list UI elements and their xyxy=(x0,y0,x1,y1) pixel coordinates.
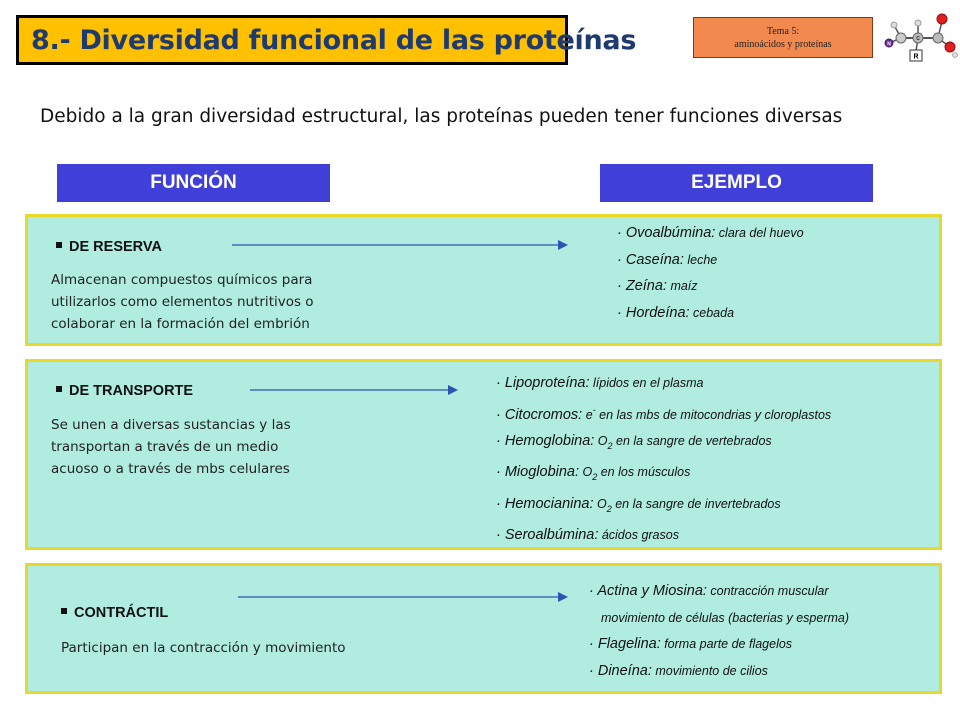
example-actina-miosina-cont: movimiento de células (bacterias y esperma) xyxy=(601,610,850,625)
example-hemoglobina: · Hemoglobina: $O_2$ en la sangre de vertebrados xyxy=(496,432,772,451)
transport-label-text: DE TRANSPORTE xyxy=(69,383,194,399)
reserve-example-list xyxy=(617,220,804,326)
transport-description-line: acuoso o a través de mbs celulares xyxy=(51,461,290,477)
contractile-label-text: CONTRÁCTIL xyxy=(74,605,169,621)
topic-badge xyxy=(693,17,873,58)
reserve-label xyxy=(56,239,162,255)
example-column-header: EJEMPLO xyxy=(600,164,873,202)
contractile-label xyxy=(61,605,168,621)
function-column-header: FUNCIÓN xyxy=(57,164,330,202)
example-zeina: · Zeína: maíz xyxy=(617,278,698,294)
slide-title-box xyxy=(16,15,637,65)
example-mioglobina: · Mioglobina: $O_2$ en los músculos xyxy=(496,464,691,483)
topic-badge-line1: Tema 5: xyxy=(766,25,800,37)
transport-arrow xyxy=(250,384,458,396)
reserve-description-line: Almacenan compuestos químicos para xyxy=(51,272,313,288)
contractile-example-list xyxy=(589,578,849,684)
reserve-description xyxy=(51,269,314,335)
molecule-r-label: R xyxy=(913,53,919,61)
example-dineina: · Dineína: movimiento de cilios xyxy=(589,662,768,679)
transport-label xyxy=(56,383,193,399)
transport-description xyxy=(51,414,291,480)
example-seroalbumina: · Seroalbúmina: ácidos grasos xyxy=(496,527,679,543)
contractile-description-line: Participan en la contracción y movimiento xyxy=(61,640,346,656)
bullet-icon xyxy=(61,608,67,614)
bullet-icon xyxy=(56,386,62,392)
reserve-description-line: colaborar en la formación del embrión xyxy=(51,316,310,332)
molecule-c-label: C xyxy=(916,36,920,42)
molecule-n-label: N xyxy=(887,41,891,48)
example-lipoproteina: · Lipoproteína: lípidos en el plasma xyxy=(496,375,704,391)
example-flagelina: · Flagelina: forma parte de flagelos xyxy=(589,636,793,652)
example-citocromos: · Citocromos: e- en las mbs de mitocondrias y cloroplastos xyxy=(496,404,832,423)
reserve-description-line: utilizarlos como elementos nutritivos o xyxy=(51,294,314,310)
example-ovoalbumina: · Ovoalbúmina: clara del huevo xyxy=(617,225,804,241)
contractile-arrow xyxy=(238,591,568,603)
example-actina-miosina: · Actina y Miosina: contracción muscular xyxy=(589,583,829,599)
slide-title: 8.- Diversidad funcional de las proteínas xyxy=(31,24,637,56)
slide-subtitle: Debido a la gran diversidad estructural, las proteínas pueden tener funciones diversas xyxy=(40,106,843,127)
transport-description-line: Se unen a diversas sustancias y las xyxy=(51,417,291,433)
reserve-label-text: DE RESERVA xyxy=(69,239,162,255)
example-caseina: · Caseína: leche xyxy=(617,251,718,268)
amino-acid-molecule-icon xyxy=(880,5,958,63)
example-hordeina: · Hordeína: cebada xyxy=(617,304,735,321)
transport-description-line: transportan a través de un medio xyxy=(51,439,279,455)
contractile-description xyxy=(61,637,346,659)
transport-example-list xyxy=(496,370,831,549)
example-hemocianina: · Hemocianina: $O_2$ en la sangre de invertebrados xyxy=(496,495,781,514)
topic-badge-line2: aminoácidos y proteínas xyxy=(734,38,832,50)
reserve-arrow xyxy=(232,239,568,251)
bullet-icon xyxy=(56,242,62,248)
